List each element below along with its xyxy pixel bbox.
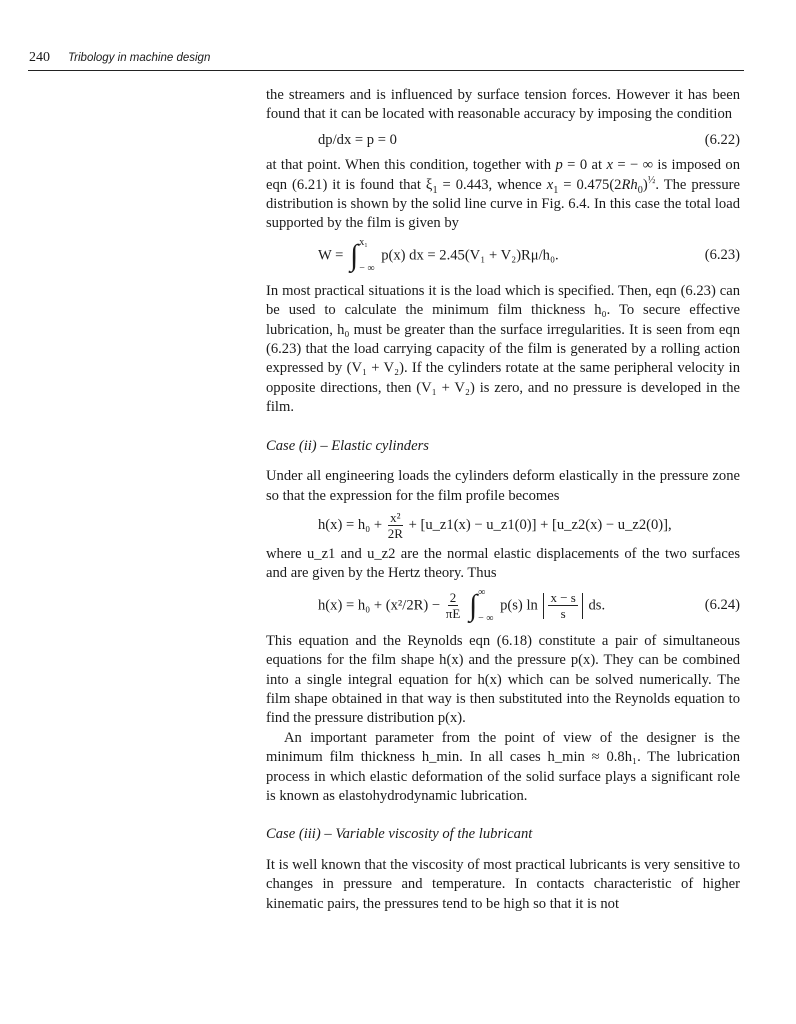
- equation-6-23-body: W = ∫ x₁ − ∞ p(x) dx = 2.45(V₁ + V₂)Rμ/h₀.: [318, 236, 559, 274]
- equation-6-22: [266, 131, 740, 150]
- equation-6-24: [266, 588, 740, 624]
- equation-film-profile: [266, 510, 740, 541]
- section-heading-case-iii: Case (iii) – Variable viscosity of the lubricant: [266, 826, 533, 843]
- paragraph-1: the streamers and is influenced by surface tension forces. However it has been found that it can be located with reasonable accuracy by imposing the condition: [266, 87, 740, 123]
- equation-6-22-body: dp/dx = p = 0: [318, 131, 397, 148]
- page-number: 240: [29, 50, 50, 65]
- equation-6-24-number: (6.24): [704, 597, 740, 614]
- paragraph-5: where u_z1 and u_z2 are the normal elastic displacements of the two surfaces and are given by the Hertz theory. Thus: [266, 545, 740, 582]
- paragraph-3: In most practical situations it is the load which is specified. Then, eqn (6.23) can be used to calculate the minimum film thickness h₀. To secure effective lubrication, h₀ must be greater than the surface irregularities. It is seen from eqn (6.23) that the load carrying capacity of the film is generated by a rolling action expressed by (V₁ + V₂). If the cylinders rotate at the same peripheral velocity in opposite directions, then (V₁ + V₂) is zero, and no pressure is developed in the film.: [266, 282, 740, 416]
- paragraph-8: It is well known that the viscosity of most practical lubricants is very sensitive to changes in pressure and temperature. In contacts characteristic of higher kinematic pairs, the pressures tend to be high so that it is not: [266, 856, 740, 912]
- running-title: Tribology in machine design: [68, 52, 211, 64]
- equation-6-22-number: (6.22): [704, 131, 740, 148]
- equation-6-23: [266, 238, 740, 274]
- integral-sign: ∫ x₁ − ∞: [350, 236, 375, 274]
- paragraph-6: This equation and the Reynolds eqn (6.18) constitute a pair of simultaneous equations for the film shape h(x) and the pressure p(x). They can be combined into a single integral equation for h(x) which can be solved numerically. The film shape obtained in that way is then substituted into the Reynolds equation to find the pressure distribution p(x).: [266, 632, 740, 727]
- paragraph-7: An important parameter from the point of view of the designer is the minimum film thickness h_min. In all cases h_min ≈ 0.8h₁. The lubrication process in which elastic deformation of the solid surface plays a significant role is known as elastohydrodynamic lubrication.: [266, 729, 740, 804]
- header-rule: [28, 70, 744, 71]
- equation-6-23-number: (6.23): [704, 247, 740, 264]
- section-heading-case-ii: Case (ii) – Elastic cylinders: [266, 437, 429, 454]
- integral-sign: ∫ ∞ − ∞: [468, 586, 494, 624]
- paragraph-4: Under all engineering loads the cylinders deform elastically in the pressure zone so that the expression for the film profile becomes: [266, 468, 740, 504]
- paragraph-2: at that point. When this condition, together with p = 0 at x = − ∞ is imposed on eqn (6.21) it is found that $\xi_1 = 0.443$, whence $x_1 = 0.475(2Rh_0)^{\frac{1}{2}}$. The pressure distribution is shown by the solid line curve in Fig. 6.4. In this case the total load supported by the film is given by: [266, 157, 740, 232]
- text-column: [266, 86, 740, 914]
- equation-6-24-body: h(x) = h₀ + (x²/2R) − $\frac{2}{\pi E}$ ∫ ∞ − ∞ p(s) ln $\frac{x - s}{s}$ ds.: [318, 586, 606, 624]
- equation-film-profile-body: h(x) = h₀ + $\frac{\text{x²}}{2R}$ + [u_z1(x) − u_z1(0)] + [u_z2(x) − u_z2(0)],: [318, 509, 672, 541]
